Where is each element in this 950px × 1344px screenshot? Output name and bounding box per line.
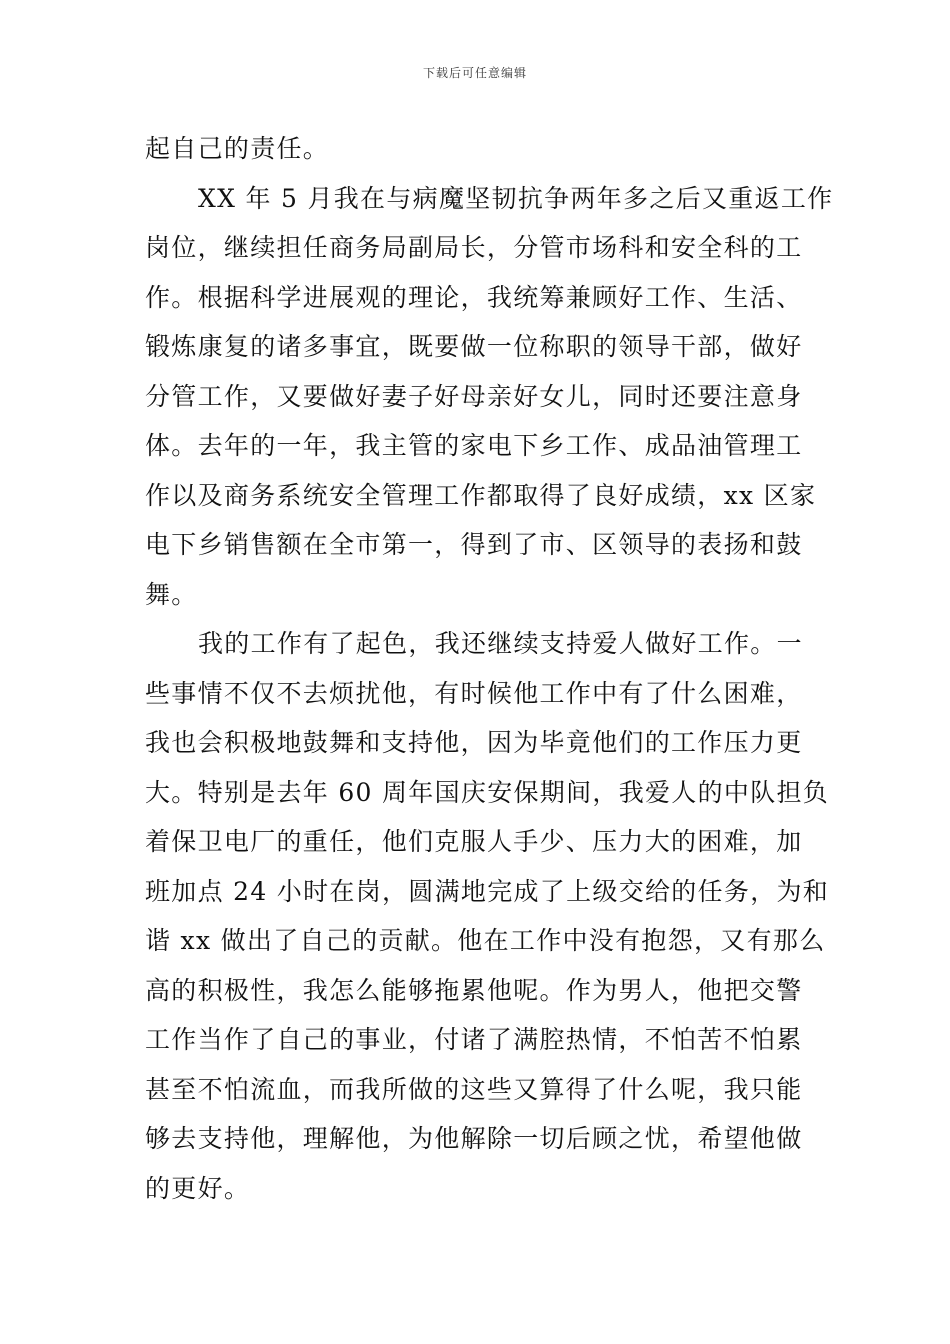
document-body [145, 124, 834, 1213]
text-line: 的更好。 [145, 1173, 251, 1203]
text-line: 大。特别是去年 60 周年国庆安保期间，我爱人的中队担负 [145, 777, 830, 807]
text-line: 班加点 24 小时在岗，圆满地完成了上级交给的任务，为和 [145, 876, 830, 906]
text-line: 锻炼康复的诸多事宜，既要做一位称职的领导干部，做好 [145, 332, 803, 361]
text-line: 工作当作了自己的事业，付诸了满腔热情，不怕苦不怕累 [145, 1025, 803, 1054]
header-note: 下载后可任意编辑 [422, 66, 527, 80]
text-line: 我也会积极地鼓舞和支持他，因为毕竟他们的工作压力更 [145, 728, 803, 757]
text-line: XX 年 5 月我在与病魔坚韧抗争两年多之后又重返工作 [198, 183, 834, 213]
text-line: 电下乡销售额在全市第一，得到了市、区领导的表扬和鼓 [145, 530, 803, 559]
text-line: 舞。 [145, 579, 198, 609]
text-line: 分管工作，又要做好妻子好母亲好女儿，同时还要注意身 [145, 381, 803, 411]
text-line: 谐 xx 做出了自己的贡献。他在工作中没有抱怨，又有那么 [145, 926, 826, 955]
text-line: 岗位，继续担任商务局副局长，分管市场科和安全科的工 [145, 233, 803, 262]
text-line: 甚至不怕流血，而我所做的这些又算得了什么呢，我只能 [145, 1074, 803, 1104]
text-line: 高的积极性，我怎么能够拖累他呢。作为男人，他把交警 [145, 975, 803, 1005]
text-line: 作。根据科学进展观的理论，我统筹兼顾好工作、生活、 [145, 282, 803, 312]
text-line: 些事情不仅不去烦扰他，有时候他工作中有了什么困难， [145, 678, 803, 708]
text-line: 够去支持他，理解他，为他解除一切后顾之忧，希望他做 [145, 1124, 803, 1153]
text-line: 体。去年的一年，我主管的家电下乡工作、成品油管理工 [145, 431, 803, 460]
text-line: 作以及商务系统安全管理工作都取得了良好成绩，xx 区家 [145, 480, 817, 510]
text-line: 着保卫电厂的重任，他们克服人手少、压力大的困难，加 [145, 827, 803, 856]
text-line: 起自己的责任。 [145, 134, 330, 163]
text-line: 我的工作有了起色，我还继续支持爱人做好工作。一 [198, 629, 803, 658]
